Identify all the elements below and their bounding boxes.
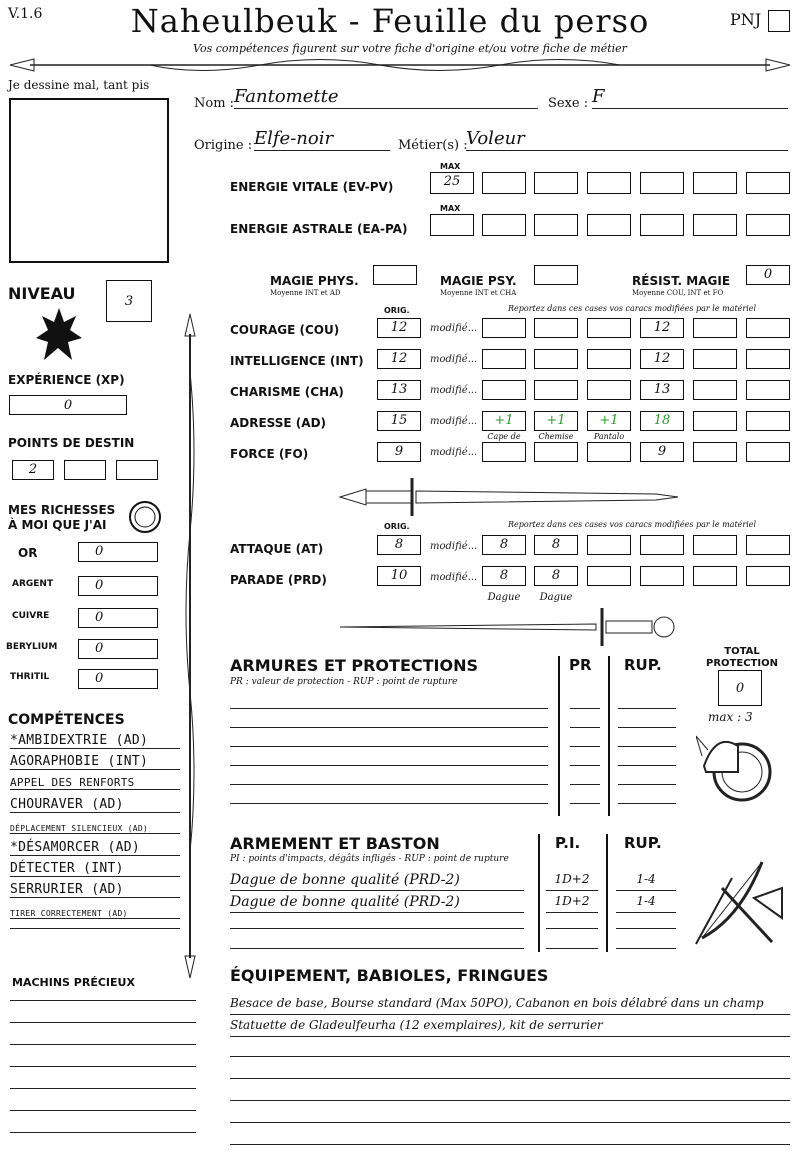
portrait-box[interactable] — [9, 98, 169, 263]
stat-mod-box[interactable]: 12 — [640, 349, 684, 369]
stat-orig-box[interactable]: 12 — [377, 318, 421, 338]
combat-mod-box[interactable] — [693, 535, 737, 555]
combat-mod-box[interactable] — [746, 535, 790, 555]
niveau-box[interactable]: 3 — [106, 280, 152, 322]
rup-header: RUP. — [624, 656, 662, 674]
ea-max-box[interactable] — [430, 214, 474, 236]
sexe-label: Sexe : — [548, 96, 589, 111]
armor-line[interactable] — [570, 784, 600, 785]
weapon-line[interactable] — [616, 948, 676, 949]
weapon-name[interactable]: Dague de bonne qualité (PRD-2) — [230, 872, 524, 891]
sword-icon — [336, 476, 682, 518]
stat-mod-box[interactable] — [482, 349, 526, 369]
combat-orig-label: ORIG. — [384, 522, 410, 531]
origine-field[interactable]: Elfe-noir — [254, 128, 390, 151]
armor-line[interactable] — [570, 765, 600, 766]
stat-mod-box[interactable] — [587, 380, 631, 400]
origine-label: Origine : — [194, 138, 253, 153]
weapon-line[interactable] — [546, 948, 598, 949]
ev-label: ENERGIE VITALE (EV-PV) — [230, 180, 394, 194]
resist-magie-label: RÉSIST. MAGIE — [632, 274, 731, 288]
ev-box[interactable] — [534, 172, 578, 194]
armor-line[interactable] — [230, 746, 548, 747]
armor-line[interactable] — [230, 727, 548, 728]
stat-mod-box[interactable] — [693, 380, 737, 400]
wealth-box-cuivre[interactable]: 0 — [78, 608, 158, 628]
combat-caption: Dague — [539, 592, 573, 603]
version-label: V.1.6 — [8, 6, 43, 22]
weapon-line[interactable] — [230, 928, 524, 929]
wealth-label-berylium: BERYLIUM — [6, 642, 58, 652]
armor-divider — [608, 656, 610, 816]
stat-mod-box[interactable] — [693, 349, 737, 369]
weapon-divider — [606, 834, 608, 952]
wealth-label-cuivre: CUIVRE — [12, 611, 50, 621]
stat-orig-box[interactable]: 15 — [377, 411, 421, 431]
stat-mod-box[interactable] — [746, 442, 790, 462]
ev-max-box[interactable]: 25 — [430, 172, 474, 194]
magie-psy-box[interactable] — [534, 265, 578, 285]
pnj-label: PNJ — [730, 10, 762, 29]
nom-field[interactable]: Fantomette — [234, 86, 538, 109]
magie-phys-sub: Moyenne INT et AD — [270, 289, 341, 297]
dragon-icon — [34, 304, 84, 364]
stat-mod-box[interactable] — [534, 380, 578, 400]
treasure-line[interactable] — [10, 1088, 196, 1089]
armor-line[interactable] — [570, 708, 600, 709]
xp-box[interactable]: 0 — [9, 395, 127, 415]
combat-label: PARADE (PRD) — [230, 573, 327, 587]
modifie-label: modifié... — [430, 323, 478, 334]
stat-mod-box[interactable] — [534, 349, 578, 369]
armures-label: ARMURES ET PROTECTIONS — [230, 656, 478, 675]
ev-box[interactable] — [482, 172, 526, 194]
stat-label: ADRESSE (AD) — [230, 416, 327, 430]
ea-box[interactable] — [640, 214, 684, 236]
equipment-line[interactable]: Besace de base, Bourse standard (Max 50PO), Cabanon en bois délabré dans un champ — [230, 996, 790, 1015]
combat-mod-box[interactable]: 8 — [482, 566, 526, 586]
stat-orig-box[interactable]: 9 — [377, 442, 421, 462]
stats-orig-label: ORIG. — [384, 306, 410, 315]
skill-item[interactable]: APPEL DES RENFORTS — [10, 776, 180, 790]
weapon-divider — [538, 834, 540, 952]
weapon-rup[interactable]: 1-4 — [616, 872, 676, 891]
magie-psy-label: MAGIE PSY. — [440, 274, 517, 288]
page-title: Naheulbeuk - Feuille du perso — [130, 2, 650, 40]
ev-box[interactable] — [587, 172, 631, 194]
stat-mod-caption: Chemise — [538, 432, 574, 441]
stat-mod-box[interactable] — [746, 411, 790, 431]
weapon-pi[interactable]: 1D+2 — [546, 872, 598, 891]
sexe-field[interactable]: F — [592, 86, 788, 109]
armures-sub: PR : valeur de protection - RUP : point de rupture — [230, 677, 458, 687]
magie-phys-label: MAGIE PHYS. — [270, 274, 359, 288]
equipment-line[interactable] — [230, 1122, 790, 1123]
armor-line[interactable] — [230, 708, 548, 709]
machins-precieux-label: MACHINS PRÉCIEUX — [12, 976, 135, 989]
pnj-checkbox[interactable] — [768, 10, 790, 32]
ev-max-label: MAX — [440, 162, 461, 171]
treasure-line[interactable] — [10, 1000, 196, 1001]
ea-max-label: MAX — [440, 204, 461, 213]
skill-item[interactable]: DÉPLACEMENT SILENCIEUX (AD) — [10, 824, 180, 834]
wealth-box-thritil[interactable]: 0 — [78, 669, 158, 689]
pr-header: PR — [569, 656, 592, 674]
stat-label: COURAGE (COU) — [230, 323, 340, 337]
armor-line[interactable] — [618, 708, 676, 709]
destin-label: POINTS DE DESTIN — [8, 436, 135, 450]
weapon-name[interactable]: Dague de bonne qualité (PRD-2) — [230, 894, 524, 913]
skill-item[interactable]: *AMBIDEXTRIE (AD) — [10, 733, 180, 749]
modifie-label: modifié... — [430, 416, 478, 427]
treasure-line[interactable] — [10, 1110, 196, 1111]
combat-mod-box[interactable]: 8 — [482, 535, 526, 555]
modifie-label: modifié... — [430, 354, 478, 365]
combat-mod-box[interactable] — [587, 535, 631, 555]
wealth-label-or: OR — [18, 546, 38, 560]
metier-label: Métier(s) : — [398, 138, 468, 153]
stat-orig-box[interactable]: 13 — [377, 380, 421, 400]
competences-label: COMPÉTENCES — [8, 712, 125, 728]
combat-mod-box[interactable] — [640, 535, 684, 555]
wealth-box-berylium[interactable]: 0 — [78, 639, 158, 659]
stat-mod-caption: Pantalo — [593, 432, 625, 441]
skill-item[interactable]: DÉTECTER (INT) — [10, 861, 180, 877]
modifie-label: modifié... — [430, 447, 478, 458]
stat-mod-box[interactable] — [534, 318, 578, 338]
treasure-line[interactable] — [10, 1132, 196, 1133]
stat-label: CHARISME (CHA) — [230, 385, 344, 399]
wealth-box-argent[interactable]: 0 — [78, 576, 158, 596]
combat-orig-box[interactable]: 10 — [377, 566, 421, 586]
equipement-label: ÉQUIPEMENT, BABIOLES, FRINGUES — [230, 966, 549, 985]
richesses-label: MES RICHESSES À MOI QUE J'AI — [8, 503, 116, 532]
stat-mod-box[interactable] — [746, 380, 790, 400]
combat-label: ATTAQUE (AT) — [230, 542, 324, 556]
stat-mod-box[interactable] — [693, 318, 737, 338]
sword-icon — [336, 606, 682, 648]
treasure-line[interactable] — [10, 1022, 196, 1023]
ea-box[interactable] — [693, 214, 737, 236]
armor-line[interactable] — [618, 784, 676, 785]
combat-orig-box[interactable]: 8 — [377, 535, 421, 555]
magie-psy-sub: Moyenne INT et CHA — [440, 289, 517, 297]
combat-mod-box[interactable]: 8 — [534, 566, 578, 586]
modifie-label: modifié... — [430, 385, 478, 396]
armor-line[interactable] — [618, 727, 676, 728]
armor-line[interactable] — [570, 727, 600, 728]
ea-box[interactable] — [746, 214, 790, 236]
magie-phys-box[interactable] — [373, 265, 417, 285]
stat-mod-box[interactable]: 18 — [640, 411, 684, 431]
treasure-line[interactable] — [10, 1066, 196, 1067]
armor-line[interactable] — [570, 803, 600, 804]
equipment-line[interactable] — [230, 1144, 790, 1145]
armor-line[interactable] — [618, 803, 676, 804]
combat-mod-box[interactable]: 8 — [534, 535, 578, 555]
combat-caption: Dague — [487, 592, 521, 603]
stat-mod-box[interactable] — [587, 318, 631, 338]
wealth-box-or[interactable]: 0 — [78, 542, 158, 562]
niveau-label: NIVEAU — [8, 284, 76, 303]
wealth-label-thritil: THRITIL — [10, 672, 50, 682]
modifie-label: modifié... — [430, 541, 478, 552]
weapons-bow-axe-icon — [692, 858, 788, 948]
pi-header: P.I. — [555, 834, 581, 852]
destin-box[interactable]: 2 — [12, 460, 54, 480]
skill-item[interactable]: SERRURIER (AD) — [10, 882, 180, 898]
skill-item[interactable]: *DÉSAMORCER (AD) — [10, 840, 180, 856]
vertical-spear-icon — [180, 312, 200, 980]
weapon-pi[interactable]: 1D+2 — [546, 894, 598, 913]
stat-mod-box[interactable]: 9 — [640, 442, 684, 462]
armor-line[interactable] — [230, 784, 548, 785]
treasure-line[interactable] — [10, 1044, 196, 1045]
stat-mod-box[interactable] — [534, 442, 578, 462]
ea-label: ENERGIE ASTRALE (EA-PA) — [230, 222, 408, 236]
total-protection-label: TOTAL PROTECTION — [706, 646, 778, 669]
stat-mod-box[interactable] — [482, 442, 526, 462]
spear-divider-icon — [0, 54, 800, 76]
stat-mod-caption: Cape de — [487, 432, 521, 441]
armement-sub: PI : points d'impacts, dégâts infligés - RUP : point de rupture — [230, 854, 509, 864]
stat-mod-box[interactable] — [482, 318, 526, 338]
nom-label: Nom : — [194, 96, 235, 111]
armor-line[interactable] — [230, 803, 548, 804]
stats-note: Reportez dans ces cases vos caracs modifiées par le matériel — [508, 304, 757, 313]
armement-label: ARMEMENT ET BASTON — [230, 834, 440, 853]
skill-blank-line[interactable] — [10, 928, 180, 929]
skill-item[interactable]: CHOURAVER (AD) — [10, 797, 180, 813]
total-protection-box[interactable]: 0 — [718, 670, 762, 706]
stat-mod-box[interactable] — [746, 318, 790, 338]
metier-field[interactable]: Voleur — [466, 128, 788, 151]
coin-icon — [128, 500, 162, 534]
stat-mod-box[interactable] — [746, 349, 790, 369]
weapon-line[interactable] — [230, 948, 524, 949]
equipment-line[interactable] — [230, 1100, 790, 1101]
portrait-label: Je dessine mal, tant pis — [8, 78, 150, 92]
combat-mod-box[interactable] — [587, 566, 631, 586]
combat-note: Reportez dans ces cases vos caracs modifiées par le matériel — [508, 520, 757, 529]
stat-mod-box[interactable] — [482, 380, 526, 400]
rup-header: RUP. — [624, 834, 662, 852]
skill-item[interactable]: AGORAPHOBIE (INT) — [10, 754, 180, 770]
destin-box[interactable] — [116, 460, 158, 480]
stat-mod-box[interactable]: +1 — [587, 411, 631, 431]
armor-divider — [558, 656, 560, 816]
stat-mod-box[interactable] — [587, 442, 631, 462]
ea-box[interactable] — [534, 214, 578, 236]
resist-magie-sub: Moyenne COU, INT et FO — [632, 289, 724, 297]
armor-line[interactable] — [230, 765, 548, 766]
stat-mod-box[interactable]: 12 — [640, 318, 684, 338]
max-protection-note: max : 3 — [708, 710, 753, 724]
armor-line[interactable] — [618, 765, 676, 766]
stat-mod-box[interactable]: +1 — [534, 411, 578, 431]
stat-mod-box[interactable]: +1 — [482, 411, 526, 431]
weapon-rup[interactable]: 1-4 — [616, 894, 676, 913]
stat-orig-box[interactable]: 12 — [377, 349, 421, 369]
ea-box[interactable] — [482, 214, 526, 236]
stat-mod-box[interactable]: 13 — [640, 380, 684, 400]
destin-box[interactable] — [64, 460, 106, 480]
page-subtitle: Vos compétences figurent sur votre fiche d'origine et/ou votre fiche de métier — [193, 42, 627, 55]
stat-label: FORCE (FO) — [230, 447, 309, 461]
stat-mod-box[interactable] — [693, 442, 737, 462]
combat-mod-box[interactable] — [746, 566, 790, 586]
resist-magie-box[interactable]: 0 — [746, 265, 790, 285]
combat-mod-box[interactable] — [693, 566, 737, 586]
armor-line[interactable] — [618, 746, 676, 747]
modifie-label: modifié... — [430, 572, 478, 583]
stat-mod-box[interactable] — [587, 349, 631, 369]
wealth-label-argent: ARGENT — [12, 579, 54, 589]
ev-box[interactable] — [693, 172, 737, 194]
xp-label: EXPÉRIENCE (XP) — [8, 373, 125, 387]
skill-item[interactable]: TIRER CORRECTEMENT (AD) — [10, 909, 180, 919]
combat-mod-box[interactable] — [640, 566, 684, 586]
equipment-line[interactable] — [230, 1078, 790, 1079]
stat-label: INTELLIGENCE (INT) — [230, 354, 364, 368]
stat-mod-box[interactable] — [693, 411, 737, 431]
armor-line[interactable] — [570, 746, 600, 747]
equipment-line[interactable] — [230, 1056, 790, 1057]
ev-box[interactable] — [640, 172, 684, 194]
weapon-line[interactable] — [546, 928, 598, 929]
helmet-shield-icon — [696, 726, 776, 808]
equipment-line[interactable]: Statuette de Gladeulfeurha (12 exemplaires), kit de serrurier — [230, 1018, 790, 1037]
ea-box[interactable] — [587, 214, 631, 236]
weapon-line[interactable] — [616, 928, 676, 929]
ev-box[interactable] — [746, 172, 790, 194]
